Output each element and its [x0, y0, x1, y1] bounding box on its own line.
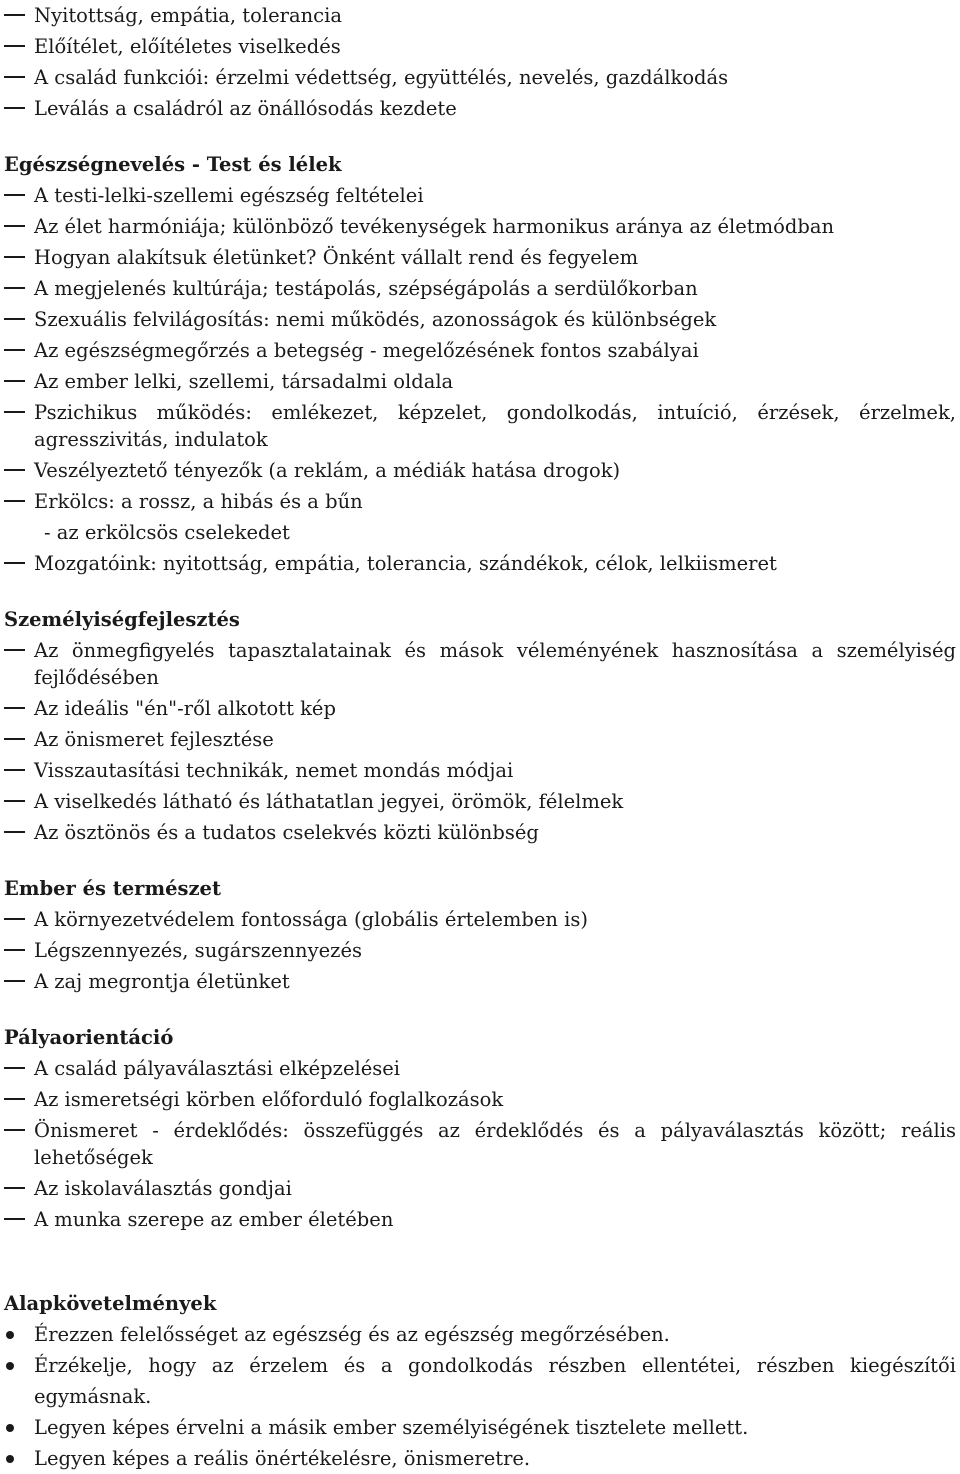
- section-egeszsegneveles: [4, 149, 956, 579]
- list-item: Legyen képes a reális önértékelésre, önismeretre.: [4, 1443, 956, 1474]
- bullet-icon: [6, 1362, 14, 1370]
- section-heading: Ember és természet: [4, 877, 221, 900]
- dash-icon: [4, 318, 25, 320]
- list-item: A munka szerepe az ember életében: [4, 1204, 956, 1235]
- list-item: Hogyan alakítsuk életünket? Önként vállalt rend és fegyelem: [4, 242, 956, 273]
- egeszseg-list: [4, 180, 956, 579]
- list-item: Az egészségmegőrzés a betegség - megelőzésének fontos szabályai: [4, 335, 956, 366]
- list-item: A viselkedés látható és láthatatlan jegyei, örömök, félelmek: [4, 786, 956, 817]
- dash-icon: [4, 831, 25, 833]
- dash-icon: [4, 287, 25, 289]
- dash-icon: [4, 1187, 25, 1189]
- dash-icon: [4, 769, 25, 771]
- list-item: Az élet harmóniája; különböző tevékenységek harmonikus aránya az életmódban: [4, 211, 956, 242]
- dash-icon: [4, 45, 25, 47]
- section-alapkovetelmenyek: [4, 1288, 956, 1474]
- dash-icon: [4, 225, 25, 227]
- list-item: Légszennyezés, sugárszennyezés: [4, 935, 956, 966]
- palya-list: [4, 1053, 956, 1235]
- dash-icon: [4, 738, 25, 740]
- list-item: Előítélet, előítéletes viselkedés: [4, 31, 956, 62]
- dash-icon: [4, 562, 25, 564]
- dash-icon: [4, 800, 25, 802]
- dash-icon: [4, 380, 25, 382]
- list-item: Az ideális "én"-ről alkotott kép: [4, 693, 956, 724]
- list-item: A család pályaválasztási elképzelései: [4, 1053, 956, 1084]
- list-item: Az ember lelki, szellemi, társadalmi oldala: [4, 366, 956, 397]
- dash-icon: [4, 918, 25, 920]
- list-item: Legyen képes érvelni a másik ember személyiségének tisztelete mellett.: [4, 1412, 956, 1443]
- section-ember-es-termeszet: [4, 873, 956, 997]
- list-item: Visszautasítási technikák, nemet mondás módjai: [4, 755, 956, 786]
- list-item: Veszélyeztető tényezők (a reklám, a médiák hatása drogok): [4, 455, 956, 486]
- list-item: Érezzen felelősséget az egészség és az egészség megőrzésében.: [4, 1319, 956, 1350]
- dash-icon: [4, 469, 25, 471]
- section-heading: Alapkövetelmények: [4, 1292, 217, 1315]
- list-item: A megjelenés kultúrája; testápolás, szépségápolás a serdülőkorban: [4, 273, 956, 304]
- list-item: Érzékelje, hogy az érzelem és a gondolkodás részben ellentétei, részben kiegészítői egymásnak.: [4, 1350, 956, 1412]
- dash-icon: [4, 107, 25, 109]
- list-item: Az ismeretségi körben előforduló foglalkozások: [4, 1084, 956, 1115]
- intro-list: [4, 0, 956, 124]
- bullet-icon: [6, 1331, 14, 1339]
- dash-icon: [4, 14, 25, 16]
- section-heading: Egészségnevelés - Test és lélek: [4, 153, 342, 176]
- list-item: A környezetvédelem fontossága (globális értelemben is): [4, 904, 956, 935]
- list-item: A család funkciói: érzelmi védettség, együttélés, nevelés, gazdálkodás: [4, 62, 956, 93]
- list-item: Az önismeret fejlesztése: [4, 724, 956, 755]
- dash-icon: [4, 500, 25, 502]
- szemelyiseg-list: [4, 635, 956, 848]
- bullet-icon: [6, 1455, 14, 1463]
- bullet-icon: [6, 1424, 14, 1432]
- list-item: Önismeret - érdeklődés: összefüggés az érdeklődés és a pályaválasztás között; reális lehetőségek: [4, 1115, 956, 1173]
- section-heading: Pályaorientáció: [4, 1026, 174, 1049]
- list-item: Leválás a családról az önállósodás kezdete: [4, 93, 956, 124]
- dash-icon: [4, 1098, 25, 1100]
- dash-icon: [4, 707, 25, 709]
- list-item: A zaj megrontja életünket: [4, 966, 956, 997]
- list-item: A testi-lelki-szellemi egészség feltételei: [4, 180, 956, 211]
- dash-icon: [4, 194, 25, 196]
- list-item: Mozgatóink: nyitottság, empátia, tolerancia, szándékok, célok, lelkiismeret: [4, 548, 956, 579]
- dash-icon: [4, 349, 25, 351]
- dash-icon: [4, 76, 25, 78]
- dash-icon: [4, 1129, 25, 1131]
- alap-list: [4, 1319, 956, 1474]
- list-item: Az ösztönös és a tudatos cselekvés közti különbség: [4, 817, 956, 848]
- list-item: Nyitottság, empátia, tolerancia: [4, 0, 956, 31]
- dash-icon: [4, 1218, 25, 1220]
- list-item: Szexuális felvilágosítás: nemi működés, azonosságok és különbségek: [4, 304, 956, 335]
- dash-icon: [4, 980, 25, 982]
- list-item: Erkölcs: a rossz, a hibás és a bűn: [4, 486, 956, 517]
- list-item: Az önmegfigyelés tapasztalatainak és mások véleményének hasznosítása a személyiség fejlődésében: [4, 635, 956, 693]
- list-item: Pszichikus működés: emlékezet, képzelet, gondolkodás, intuíció, érzések, érzelmek, agresszivitás, indulatok: [4, 397, 956, 455]
- dash-icon: [4, 949, 25, 951]
- list-sub-item: - az erkölcsös cselekedet: [44, 521, 290, 544]
- list-item: Az iskolaválasztás gondjai: [4, 1173, 956, 1204]
- section-szemelyisegfejlesztes: [4, 604, 956, 848]
- dash-icon: [4, 1067, 25, 1069]
- dash-icon: [4, 256, 25, 258]
- termeszet-list: [4, 904, 956, 997]
- section-heading: Személyiségfejlesztés: [4, 608, 240, 631]
- section-palyaorientacio: [4, 1022, 956, 1235]
- dash-icon: [4, 649, 25, 651]
- dash-icon: [4, 411, 25, 413]
